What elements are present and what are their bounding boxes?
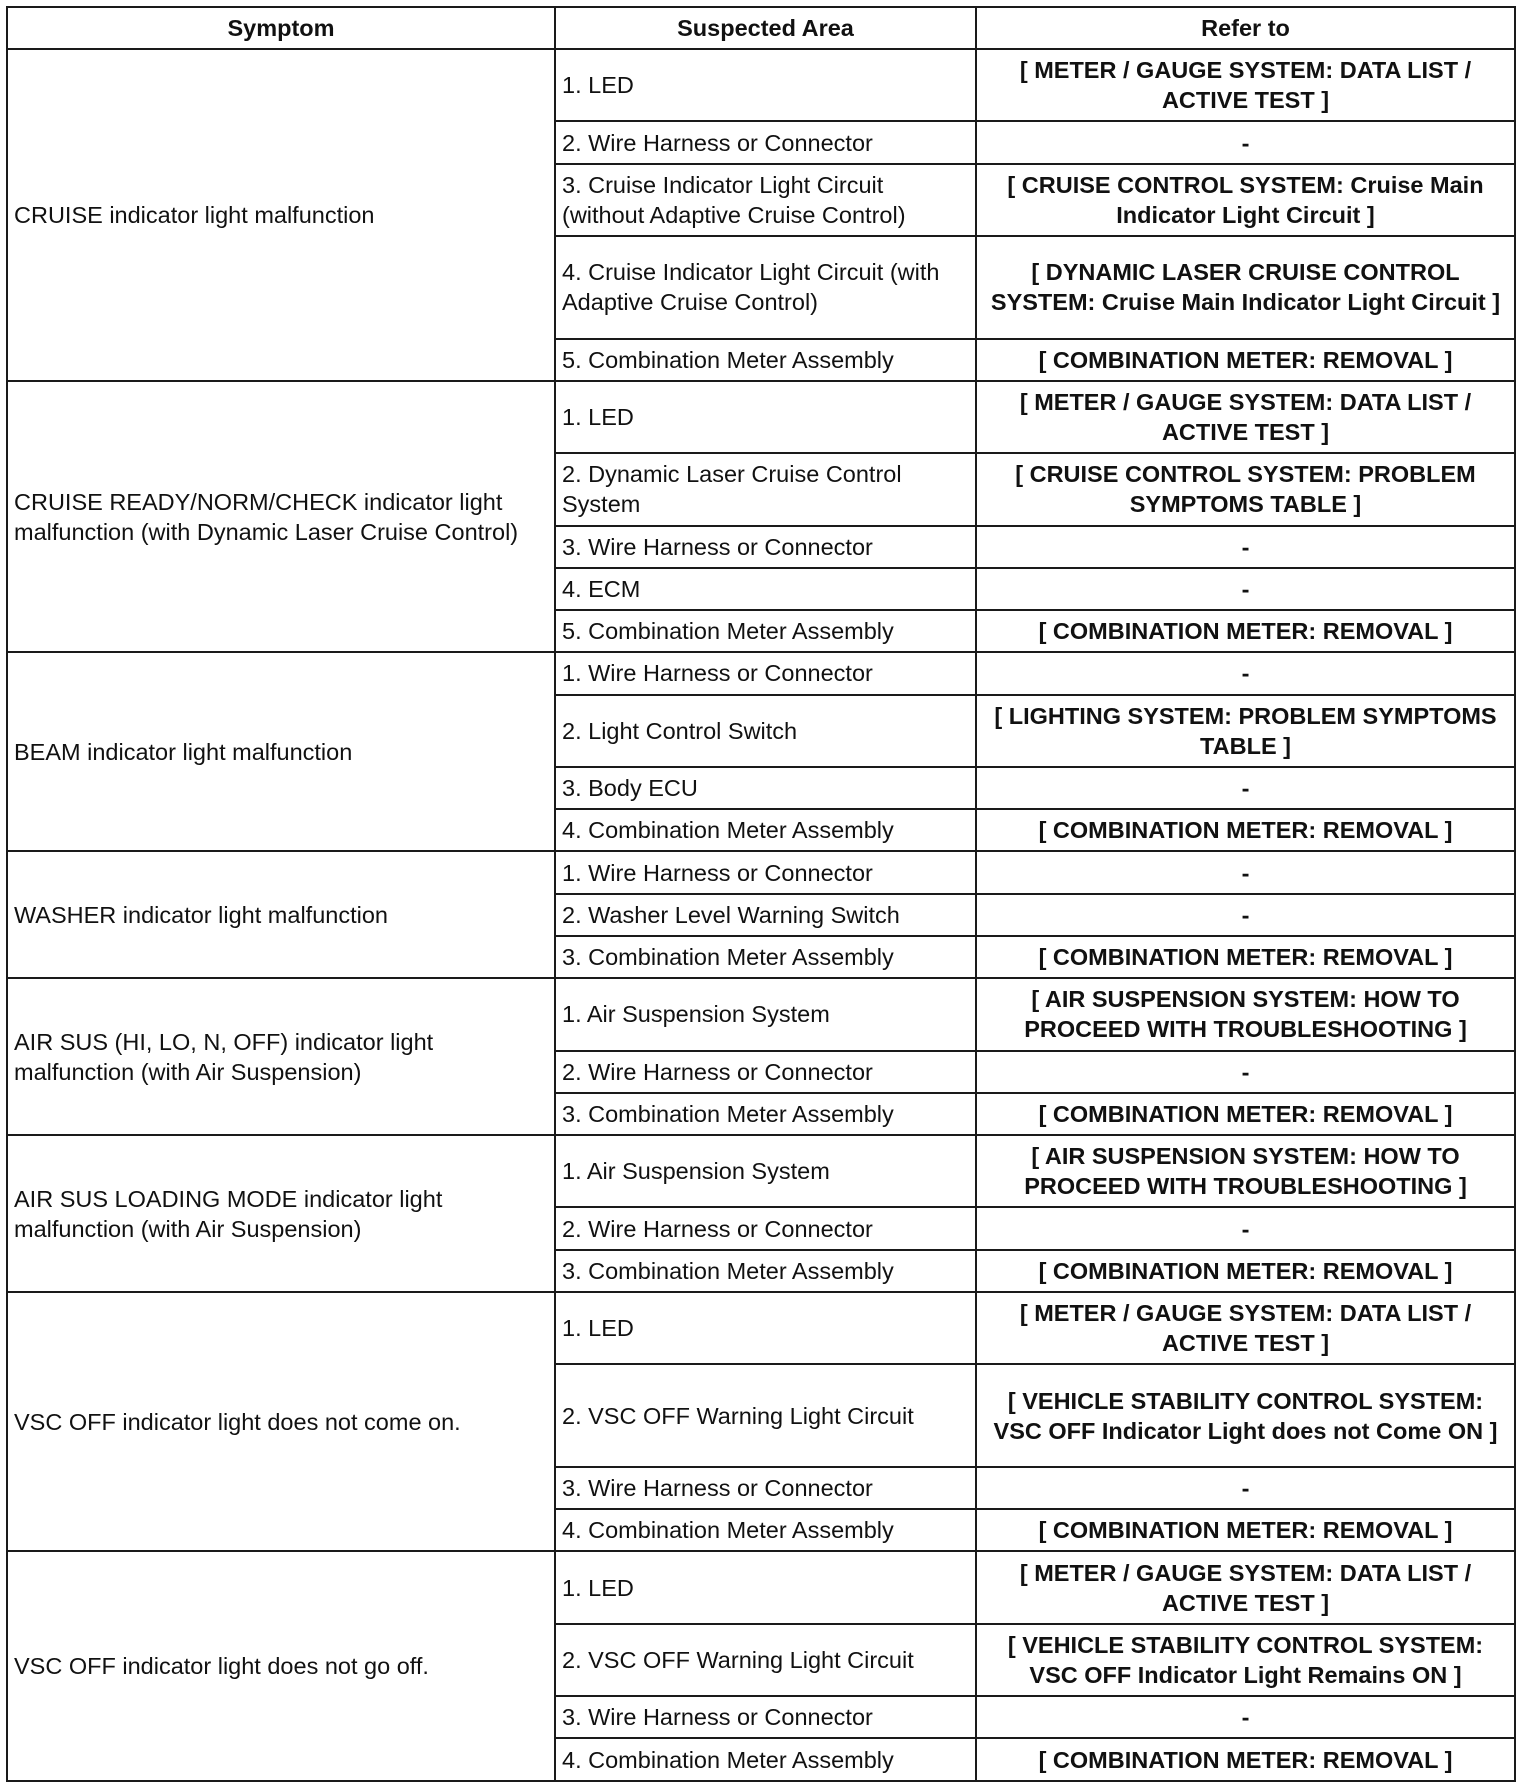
refer-to-cell: -: [976, 1051, 1515, 1093]
suspected-area-cell: 4. ECM: [555, 568, 976, 610]
suspected-area-cell: 2. VSC OFF Warning Light Circuit: [555, 1624, 976, 1696]
suspected-area-cell: 1. LED: [555, 1551, 976, 1623]
table-row: [7, 1292, 1515, 1364]
refer-to-cell: [ CRUISE CONTROL SYSTEM: Cruise Main Indicator Light Circuit ]: [976, 164, 1515, 236]
refer-to-cell: [ METER / GAUGE SYSTEM: DATA LIST / ACTIVE TEST ]: [976, 1292, 1515, 1364]
suspected-area-cell: 3. Combination Meter Assembly: [555, 1250, 976, 1292]
suspected-area-cell: 5. Combination Meter Assembly: [555, 610, 976, 652]
suspected-area-cell: 3. Body ECU: [555, 767, 976, 809]
refer-to-cell: [ VEHICLE STABILITY CONTROL SYSTEM: VSC OFF Indicator Light does not Come ON ]: [976, 1364, 1515, 1467]
suspected-area-cell: 4. Combination Meter Assembly: [555, 809, 976, 851]
problem-symptoms-table: [6, 6, 1516, 1782]
refer-to-cell: [ COMBINATION METER: REMOVAL ]: [976, 1250, 1515, 1292]
symptom-cell: BEAM indicator light malfunction: [7, 652, 555, 851]
table-body: [7, 49, 1515, 1781]
suspected-area-cell: 3. Combination Meter Assembly: [555, 936, 976, 978]
suspected-area-cell: 3. Wire Harness or Connector: [555, 1696, 976, 1738]
refer-to-cell: [ COMBINATION METER: REMOVAL ]: [976, 610, 1515, 652]
refer-to-cell: [ COMBINATION METER: REMOVAL ]: [976, 809, 1515, 851]
suspected-area-cell: 5. Combination Meter Assembly: [555, 339, 976, 381]
table-row: [7, 1551, 1515, 1623]
refer-to-cell: -: [976, 894, 1515, 936]
suspected-area-cell: 1. LED: [555, 49, 976, 121]
refer-to-cell: -: [976, 851, 1515, 893]
symptom-cell: AIR SUS (HI, LO, N, OFF) indicator light malfunction (with Air Suspension): [7, 978, 555, 1135]
refer-to-cell: [ DYNAMIC LASER CRUISE CONTROL SYSTEM: Cruise Main Indicator Light Circuit ]: [976, 236, 1515, 339]
suspected-area-cell: 2. Dynamic Laser Cruise Control System: [555, 453, 976, 525]
refer-to-cell: -: [976, 121, 1515, 163]
table-row: [7, 49, 1515, 121]
header-refer-to: Refer to: [976, 7, 1515, 49]
refer-to-cell: [ COMBINATION METER: REMOVAL ]: [976, 1738, 1515, 1781]
refer-to-cell: [ VEHICLE STABILITY CONTROL SYSTEM: VSC OFF Indicator Light Remains ON ]: [976, 1624, 1515, 1696]
refer-to-cell: -: [976, 1696, 1515, 1738]
suspected-area-cell: 3. Cruise Indicator Light Circuit (without Adaptive Cruise Control): [555, 164, 976, 236]
suspected-area-cell: 2. Light Control Switch: [555, 695, 976, 767]
refer-to-cell: [ METER / GAUGE SYSTEM: DATA LIST / ACTIVE TEST ]: [976, 381, 1515, 453]
table-row: [7, 381, 1515, 453]
table-row: [7, 851, 1515, 893]
refer-to-cell: [ METER / GAUGE SYSTEM: DATA LIST / ACTIVE TEST ]: [976, 1551, 1515, 1623]
suspected-area-cell: 2. Wire Harness or Connector: [555, 1207, 976, 1249]
suspected-area-cell: 1. Wire Harness or Connector: [555, 652, 976, 694]
suspected-area-cell: 1. Wire Harness or Connector: [555, 851, 976, 893]
refer-to-cell: -: [976, 1467, 1515, 1509]
symptom-cell: VSC OFF indicator light does not go off.: [7, 1551, 555, 1781]
refer-to-cell: [ COMBINATION METER: REMOVAL ]: [976, 1509, 1515, 1551]
refer-to-cell: -: [976, 652, 1515, 694]
refer-to-cell: [ AIR SUSPENSION SYSTEM: HOW TO PROCEED WITH TROUBLESHOOTING ]: [976, 1135, 1515, 1207]
refer-to-cell: -: [976, 767, 1515, 809]
refer-to-cell: [ COMBINATION METER: REMOVAL ]: [976, 1093, 1515, 1135]
symptom-cell: CRUISE indicator light malfunction: [7, 49, 555, 381]
symptom-cell: WASHER indicator light malfunction: [7, 851, 555, 978]
table-row: [7, 1135, 1515, 1207]
problem-symptoms-table-sheet: [6, 6, 1514, 1782]
suspected-area-cell: 1. Air Suspension System: [555, 1135, 976, 1207]
suspected-area-cell: 3. Combination Meter Assembly: [555, 1093, 976, 1135]
suspected-area-cell: 2. Wire Harness or Connector: [555, 1051, 976, 1093]
refer-to-cell: [ AIR SUSPENSION SYSTEM: HOW TO PROCEED WITH TROUBLESHOOTING ]: [976, 978, 1515, 1050]
suspected-area-cell: 1. Air Suspension System: [555, 978, 976, 1050]
suspected-area-cell: 3. Wire Harness or Connector: [555, 1467, 976, 1509]
suspected-area-cell: 3. Wire Harness or Connector: [555, 526, 976, 568]
table-row: [7, 978, 1515, 1050]
refer-to-cell: [ CRUISE CONTROL SYSTEM: PROBLEM SYMPTOMS TABLE ]: [976, 453, 1515, 525]
symptom-cell: AIR SUS LOADING MODE indicator light malfunction (with Air Suspension): [7, 1135, 555, 1292]
header-suspected-area: Suspected Area: [555, 7, 976, 49]
refer-to-cell: [ COMBINATION METER: REMOVAL ]: [976, 339, 1515, 381]
suspected-area-cell: 4. Combination Meter Assembly: [555, 1738, 976, 1781]
refer-to-cell: [ METER / GAUGE SYSTEM: DATA LIST / ACTIVE TEST ]: [976, 49, 1515, 121]
suspected-area-cell: 4. Combination Meter Assembly: [555, 1509, 976, 1551]
suspected-area-cell: 2. Wire Harness or Connector: [555, 121, 976, 163]
refer-to-cell: -: [976, 1207, 1515, 1249]
header-symptom: Symptom: [7, 7, 555, 49]
suspected-area-cell: 1. LED: [555, 1292, 976, 1364]
suspected-area-cell: 1. LED: [555, 381, 976, 453]
refer-to-cell: [ COMBINATION METER: REMOVAL ]: [976, 936, 1515, 978]
header-row: [7, 7, 1515, 49]
symptom-cell: VSC OFF indicator light does not come on.: [7, 1292, 555, 1551]
refer-to-cell: [ LIGHTING SYSTEM: PROBLEM SYMPTOMS TABLE ]: [976, 695, 1515, 767]
suspected-area-cell: 4. Cruise Indicator Light Circuit (with Adaptive Cruise Control): [555, 236, 976, 339]
refer-to-cell: -: [976, 526, 1515, 568]
suspected-area-cell: 2. Washer Level Warning Switch: [555, 894, 976, 936]
table-row: [7, 652, 1515, 694]
symptom-cell: CRUISE READY/NORM/CHECK indicator light malfunction (with Dynamic Laser Cruise Control): [7, 381, 555, 653]
suspected-area-cell: 2. VSC OFF Warning Light Circuit: [555, 1364, 976, 1467]
refer-to-cell: -: [976, 568, 1515, 610]
